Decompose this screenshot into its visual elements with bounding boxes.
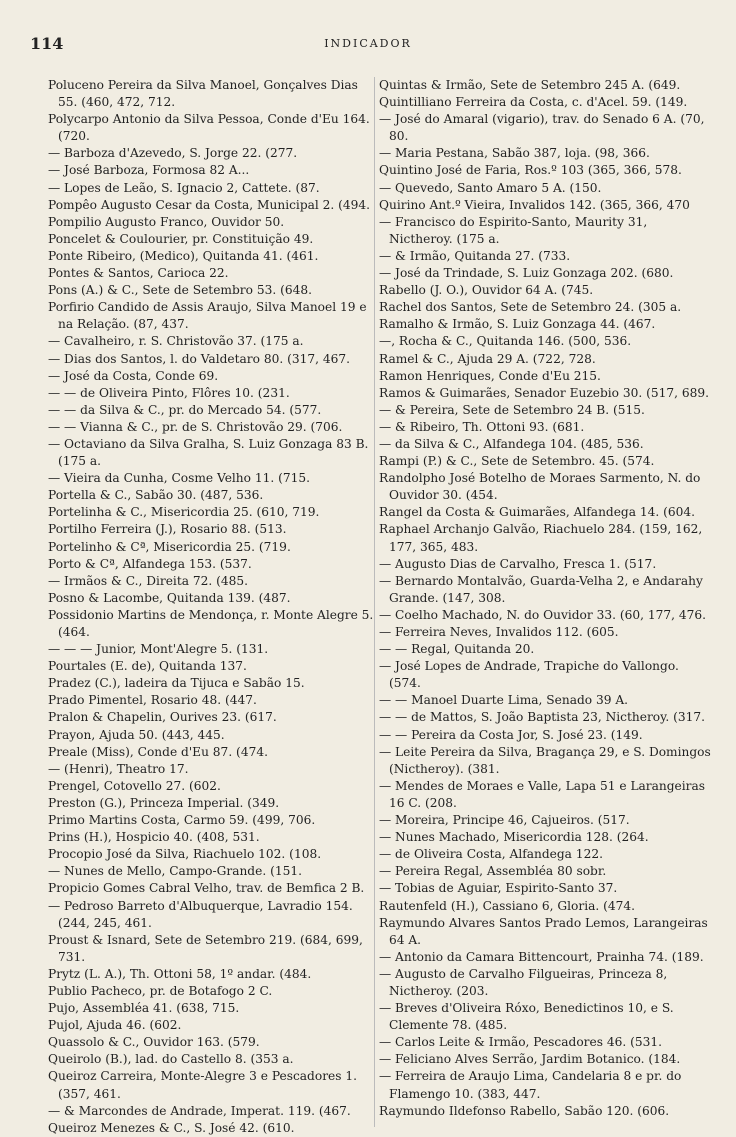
directory-entry: — — da Silva & C., pr. do Mercado 54. (577.	[48, 402, 322, 417]
directory-entry: Quintas & Irmão, Sete de Setembro 245 A. (649.	[379, 78, 681, 92]
directory-entry: Possidonio Martins de Mendonça, r. Monte Alegre 5. (464.	[48, 607, 374, 639]
directory-entry: Rautenfeld (H.), Cassiano 6, Gloria. (474.	[379, 898, 636, 913]
directory-entry: Publio Pacheco, pr. de Botafogo 2 C.	[48, 983, 273, 998]
directory-entry: — José Barboza, Formosa 82 A...	[48, 163, 250, 178]
directory-entry: — Carlos Leite & Irmão, Pescadores 46. (531.	[379, 1035, 662, 1050]
left-column	[48, 77, 378, 1135]
directory-entry: Quintino José de Faria, Ros.º 103 (365, 366, 578.	[379, 163, 682, 178]
directory-entry: — Feliciano Alves Serrão, Jardim Botanico. (184.	[379, 1052, 681, 1067]
directory-entry: — & Marcondes de Andrade, Imperat. 119. (467.	[48, 1103, 351, 1118]
directory-entry: — Quevedo, Santo Amaro 5 A. (150.	[379, 180, 602, 195]
directory-entry: — — de Oliveira Pinto, Flôres 10. (231.	[48, 385, 290, 400]
directory-entry: — Breves d'Oliveira Róxo, Benedictinos 10, e S. Clemente 78. (485.	[379, 1001, 674, 1033]
directory-entry: — — Pereira da Costa Jor, S. José 23. (149.	[379, 727, 643, 742]
directory-entry: — José da Costa, Conde 69.	[48, 368, 219, 383]
directory-entry: Pourtales (E. de), Quitanda 137.	[48, 659, 247, 674]
directory-entry: — José da Trindade, S. Luiz Gonzaga 202. (680.	[379, 266, 674, 281]
directory-entry: Raphael Archanjo Galvão, Riachuelo 284. (159, 162, 177, 365, 483.	[379, 522, 703, 554]
directory-entry: Portella & C., Sabão 30. (487, 536.	[48, 488, 264, 503]
directory-entry: Porto & Cª, Alfandega 153. (537.	[48, 556, 252, 571]
directory-entry: Portelinha & C., Misericordia 25. (610, 719.	[48, 505, 320, 520]
directory-entry: — Coelho Machado, N. do Ouvidor 33. (60, 177, 476.	[379, 607, 706, 622]
directory-entry: — Ferreira Neves, Invalidos 112. (605.	[379, 625, 619, 639]
directory-entry: — Francisco do Espirito-Santo, Maurity 31, Nictheroy. (175 a.	[379, 214, 648, 246]
directory-entry: — — Manoel Duarte Lima, Senado 39 A.	[379, 693, 629, 708]
directory-entry: Porfirio Candido de Assis Araujo, Silva Manoel 19 e na Relação. (87, 437.	[48, 300, 367, 332]
directory-entry: — — Vianna & C., pr. de S. Christovão 29. (706.	[48, 419, 343, 434]
directory-entry: — & Ribeiro, Th. Ottoni 93. (681.	[379, 419, 585, 434]
directory-entry: — Nunes de Mello, Campo-Grande. (151.	[48, 864, 302, 879]
directory-entry: — Tobias de Aguiar, Espirito-Santo 37.	[379, 881, 618, 896]
directory-entry: Randolpho José Botelho de Moraes Sarmento, N. do Ouvidor 30. (454.	[379, 471, 701, 503]
directory-entry: — José do Amaral (vigario), trav. do Senado 6 A. (70, 80.	[379, 112, 705, 144]
directory-entry: — Maria Pestana, Sabão 387, loja. (98, 366.	[379, 146, 650, 161]
directory-entry: Prado Pimentel, Rosario 48. (447.	[48, 693, 257, 708]
directory-entry: — Bernardo Montalvão, Guarda-Velha 2, e Andarahy Grande. (147, 308.	[379, 573, 703, 605]
directory-entry: — José Lopes de Andrade, Trapiche do Vallongo. (574.	[379, 659, 679, 691]
directory-entry: Poncelet & Coulourier, pr. Constituição 49.	[48, 231, 314, 246]
directory-entry: Pujo, Assembléa 41. (638, 715.	[48, 1001, 240, 1016]
directory-entry: Primo Martins Costa, Carmo 59. (499, 706.	[48, 813, 316, 828]
directory-entry: Pralon & Chapelin, Ourives 23. (617.	[48, 710, 277, 725]
directory-entry: — & Pereira, Sete de Setembro 24 B. (515.	[379, 402, 645, 417]
directory-entry: Queiroz Carreira, Monte-Alegre 3 e Pescadores 1. (357, 461.	[48, 1069, 357, 1101]
directory-entry: — Ferreira de Araujo Lima, Candelaria 8 e pr. do Flamengo 10. (383, 447.	[379, 1069, 682, 1101]
directory-entry: Preale (Miss), Conde d'Eu 87. (474.	[48, 744, 268, 759]
directory-entry: — Augusto de Carvalho Filgueiras, Princeza 8, Nictheroy. (203.	[379, 966, 668, 998]
directory-entry: Prayon, Ajuda 50. (443, 445.	[48, 727, 225, 742]
directory-entry: Prengel, Cotovello 27. (602.	[48, 778, 221, 793]
directory-entry: — Pedroso Barreto d'Albuquerque, Lavradio 154. (244, 245, 461.	[48, 898, 353, 930]
directory-entry: — — — Junior, Mont'Alegre 5. (131.	[48, 642, 269, 657]
directory-entry: — da Silva & C., Alfandega 104. (485, 536.	[379, 436, 644, 451]
directory-entry: — — de Mattos, S. João Baptista 23, Nictheroy. (317.	[379, 710, 706, 725]
directory-entry: — de Oliveira Costa, Alfandega 122.	[379, 847, 603, 862]
directory-entry: — — Regal, Quitanda 20.	[379, 642, 535, 657]
directory-entry: Queiroz Menezes & C., S. José 42. (610.	[48, 1120, 295, 1135]
directory-entry: Quirino Ant.º Vieira, Invalidos 142. (365, 366, 470	[379, 197, 690, 212]
directory-entry: Posno & Lacombe, Quitanda 139. (487.	[48, 590, 291, 605]
directory-entry: — Irmãos & C., Direita 72. (485.	[48, 573, 249, 588]
directory-entry: — Lopes de Leão, S. Ignacio 2, Cattete. (87.	[48, 180, 320, 195]
directory-entry: Pradez (C.), ladeira da Tijuca e Sabão 15.	[48, 676, 305, 691]
directory-entry: Raymundo Ildefonso Rabello, Sabão 120. (606.	[379, 1103, 670, 1118]
directory-entry: — Dias dos Santos, l. do Valdetaro 80. (317, 467.	[48, 351, 350, 366]
directory-entry: — Octaviano da Silva Gralha, S. Luiz Gonzaga 83 B. (175 a.	[48, 436, 369, 469]
directory-entry: Portelinho & Cª, Misericordia 25. (719.	[48, 539, 291, 554]
directory-entry: — (Henri), Theatro 17.	[48, 761, 189, 776]
directory-entry: Ponte Ribeiro, (Medico), Quitanda 41. (461.	[48, 248, 319, 263]
directory-entry: — Barboza d'Azevedo, S. Jorge 22. (277.	[48, 146, 298, 161]
column-divider	[374, 77, 375, 1127]
directory-entry: — Pereira Regal, Assembléa 80 sobr.	[379, 864, 607, 879]
directory-entry: Raymundo Alvares Santos Prado Lemos, Larangeiras 64 A.	[379, 915, 708, 947]
page-number: 114	[30, 34, 64, 53]
directory-entry: Poluceno Pereira da Silva Manoel, Gonçalves Dias 55. (460, 472, 712.	[48, 78, 358, 110]
directory-entry: Preston (G.), Princeza Imperial. (349.	[48, 795, 280, 810]
directory-entry: Prytz (L. A.), Th. Ottoni 58, 1º andar. (484.	[48, 966, 312, 981]
directory-entry: Prins (H.), Hospicio 40. (408, 531.	[48, 830, 260, 845]
directory-entry: — & Irmão, Quitanda 27. (733.	[379, 248, 571, 263]
directory-entry: — Nunes Machado, Misericordia 128. (264.	[379, 830, 649, 845]
page-header	[0, 34, 736, 56]
directory-entry: Pompilio Augusto Franco, Ouvidor 50.	[48, 214, 285, 229]
running-title: INDICADOR	[324, 37, 412, 50]
directory-entry: Ramos & Guimarães, Senador Euzebio 30. (517, 689.	[379, 385, 710, 400]
directory-entry: Pujol, Ajuda 46. (602.	[48, 1018, 182, 1033]
directory-entry: — Cavalheiro, r. S. Christovão 37. (175 a.	[48, 334, 304, 349]
directory-entry: Polycarpo Antonio da Silva Pessoa, Conde d'Eu 164. (720.	[48, 112, 370, 144]
directory-entry: Procopio José da Silva, Riachuelo 102. (108.	[48, 847, 322, 862]
directory-entry: — Moreira, Principe 46, Cajueiros. (517.	[379, 813, 630, 828]
directory-entry: Queirolo (B.), lad. do Castello 8. (353 a.	[48, 1052, 294, 1067]
directory-entry: Ramel & C., Ajuda 29 A. (722, 728.	[379, 351, 596, 366]
directory-entry: Rampi (P.) & C., Sete de Setembro. 45. (574.	[379, 454, 655, 469]
directory-entry: Quassolo & C., Ouvidor 163. (579.	[48, 1035, 260, 1050]
directory-entry: — Antonio da Camara Bittencourt, Prainha 74. (189.	[379, 949, 704, 964]
directory-entry: Rabello (J. O.), Ouvidor 64 A. (745.	[379, 283, 594, 298]
directory-entry: Portilho Ferreira (J.), Rosario 88. (513.	[48, 522, 287, 537]
directory-entry: Rangel da Costa & Guimarães, Alfandega 14. (604.	[379, 505, 696, 520]
directory-entry: Ramalho & Irmão, S. Luiz Gonzaga 44. (467.	[379, 317, 656, 332]
directory-entry: Ramon Henriques, Conde d'Eu 215.	[379, 368, 601, 383]
directory-entry: — Vieira da Cunha, Cosme Velho 11. (715.	[48, 471, 311, 486]
directory-entry: — Augusto Dias de Carvalho, Fresca 1. (517.	[379, 556, 657, 571]
directory-entry: — Mendes de Moraes e Valle, Lapa 51 e Larangeiras 16 C. (208.	[379, 778, 706, 810]
directory-entry: Rachel dos Santos, Sete de Setembro 24. (305 a.	[379, 300, 682, 315]
directory-entry: Quintilliano Ferreira da Costa, c. d'Acel. 59. (149.	[379, 95, 688, 110]
directory-entry: —, Rocha & C., Quitanda 146. (500, 536.	[379, 334, 632, 349]
directory-entry: Pons (A.) & C., Sete de Setembro 53. (648.	[48, 283, 312, 298]
directory-entry: Pontes & Santos, Carioca 22.	[48, 266, 229, 281]
right-column	[379, 77, 711, 1127]
directory-entry: — Leite Pereira da Silva, Bragança 29, e S. Domingos (Nictheroy). (381.	[379, 744, 711, 776]
directory-entry: Propicio Gomes Cabral Velho, trav. de Bemfica 2 B.	[48, 881, 365, 896]
directory-entry: Proust & Isnard, Sete de Setembro 219. (684, 699, 731.	[48, 932, 363, 964]
directory-entry: Pompêo Augusto Cesar da Costa, Municipal 2. (494.	[48, 197, 371, 212]
